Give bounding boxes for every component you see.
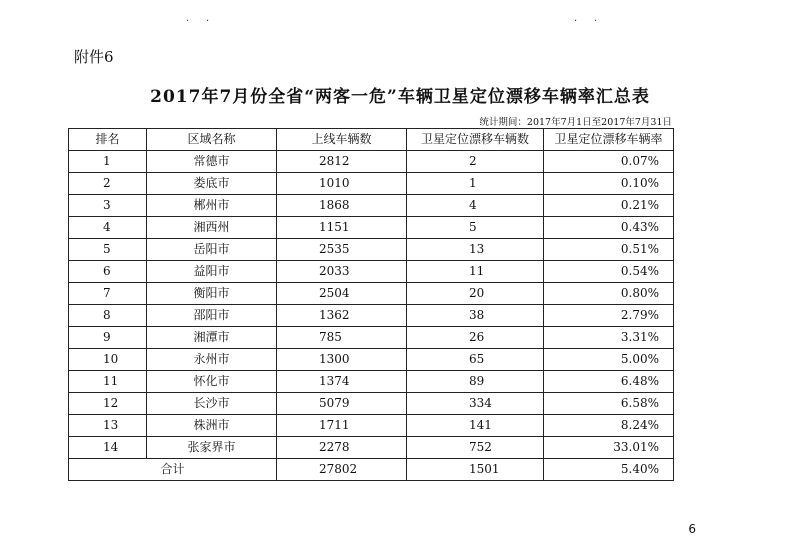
cell-region: 怀化市 [147,371,277,393]
total-rate: 5.40% [544,459,674,481]
table-row [69,217,674,239]
cell-rank: 14 [69,437,147,459]
table-row [69,261,674,283]
cell-drift-vehicles: 38 [407,305,544,327]
cell-rank: 5 [69,239,147,261]
table-row [69,415,674,437]
table-row [69,173,674,195]
cell-online-vehicles: 5079 [277,393,407,415]
cell-region: 郴州市 [147,195,277,217]
cell-drift-rate: 3.31% [544,327,674,349]
page-number: 6 [688,522,696,536]
cell-rank: 4 [69,217,147,239]
cell-rank: 10 [69,349,147,371]
cell-online-vehicles: 2535 [277,239,407,261]
cell-drift-vehicles: 26 [407,327,544,349]
cell-region: 邵阳市 [147,305,277,327]
cell-drift-rate: 33.01% [544,437,674,459]
table-row [69,283,674,305]
cell-online-vehicles: 1868 [277,195,407,217]
cell-rank: 8 [69,305,147,327]
cell-region: 湘潭市 [147,327,277,349]
cell-drift-rate: 5.00% [544,349,674,371]
cell-drift-rate: 0.80% [544,283,674,305]
cell-online-vehicles: 2504 [277,283,407,305]
cell-drift-vehicles: 752 [407,437,544,459]
cell-drift-vehicles: 65 [407,349,544,371]
cell-drift-vehicles: 334 [407,393,544,415]
cell-drift-rate: 0.43% [544,217,674,239]
cell-online-vehicles: 1374 [277,371,407,393]
table-row [69,195,674,217]
statistics-period: 统计期间：2017年7月1日至2017年7月31日 [479,117,672,128]
header-online-vehicles: 上线车辆数 [277,129,407,151]
cell-rank: 6 [69,261,147,283]
scan-mark: · [594,16,598,27]
cell-drift-vehicles: 1 [407,173,544,195]
cell-rank: 12 [69,393,147,415]
cell-drift-rate: 6.58% [544,393,674,415]
cell-online-vehicles: 2033 [277,261,407,283]
cell-region: 株洲市 [147,415,277,437]
scan-mark: · [206,16,210,27]
cell-online-vehicles: 2278 [277,437,407,459]
cell-rank: 9 [69,327,147,349]
cell-rank: 11 [69,371,147,393]
cell-drift-rate: 0.07% [544,151,674,173]
page-title: 2017年7月份全省“两客一危”车辆卫星定位漂移车辆率汇总表 [150,87,650,107]
cell-region: 益阳市 [147,261,277,283]
cell-region: 衡阳市 [147,283,277,305]
cell-drift-rate: 0.10% [544,173,674,195]
cell-online-vehicles: 1151 [277,217,407,239]
cell-drift-vehicles: 141 [407,415,544,437]
header-region: 区域名称 [147,129,277,151]
cell-rank: 7 [69,283,147,305]
cell-online-vehicles: 1300 [277,349,407,371]
cell-region: 长沙市 [147,393,277,415]
attachment-label: 附件6 [74,48,114,66]
total-label: 合计 [69,459,277,481]
scan-mark: · [574,16,578,27]
cell-drift-vehicles: 4 [407,195,544,217]
table-row [69,327,674,349]
cell-rank: 3 [69,195,147,217]
table-header-row [69,129,674,151]
cell-online-vehicles: 2812 [277,151,407,173]
cell-drift-vehicles: 5 [407,217,544,239]
cell-drift-vehicles: 13 [407,239,544,261]
cell-online-vehicles: 1010 [277,173,407,195]
cell-drift-vehicles: 89 [407,371,544,393]
cell-region: 湘西州 [147,217,277,239]
cell-drift-rate: 0.54% [544,261,674,283]
scan-mark: · [186,16,190,27]
table-row [69,371,674,393]
header-drift-rate: 卫星定位漂移车辆率 [544,129,674,151]
cell-drift-rate: 6.48% [544,371,674,393]
cell-region: 岳阳市 [147,239,277,261]
table-row [69,349,674,371]
summary-table [68,128,674,481]
cell-region: 永州市 [147,349,277,371]
total-online: 27802 [277,459,407,481]
cell-drift-vehicles: 2 [407,151,544,173]
cell-rank: 2 [69,173,147,195]
cell-online-vehicles: 1362 [277,305,407,327]
cell-region: 常德市 [147,151,277,173]
cell-rank: 1 [69,151,147,173]
total-row [69,459,674,481]
cell-region: 张家界市 [147,437,277,459]
table-row [69,437,674,459]
cell-drift-rate: 0.51% [544,239,674,261]
table-row [69,239,674,261]
header-rank: 排名 [69,129,147,151]
table-row [69,393,674,415]
cell-online-vehicles: 785 [277,327,407,349]
cell-online-vehicles: 1711 [277,415,407,437]
cell-drift-rate: 2.79% [544,305,674,327]
cell-drift-rate: 8.24% [544,415,674,437]
cell-drift-rate: 0.21% [544,195,674,217]
cell-drift-vehicles: 11 [407,261,544,283]
cell-drift-vehicles: 20 [407,283,544,305]
table-row [69,305,674,327]
cell-rank: 13 [69,415,147,437]
table-row [69,151,674,173]
cell-region: 娄底市 [147,173,277,195]
total-drift: 1501 [407,459,544,481]
header-drift-vehicles: 卫星定位漂移车辆数 [407,129,544,151]
